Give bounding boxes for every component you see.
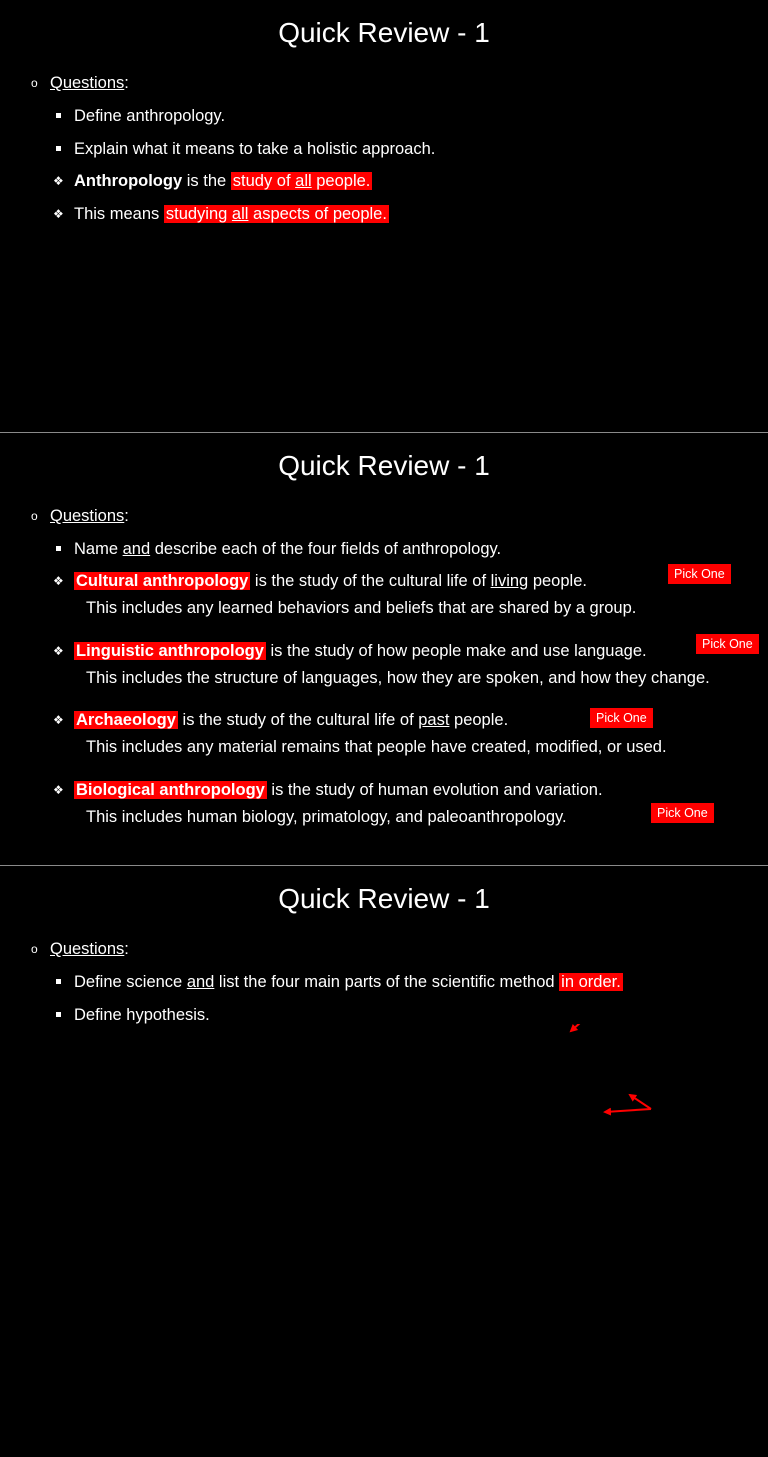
slide-3 <box>0 866 768 1024</box>
field-detail: This includes any material remains that people have created, modified, or used. <box>86 738 667 756</box>
circle-bullet-icon: o <box>31 76 38 90</box>
field-detail: This includes any learned behaviors and beliefs that are shared by a group. <box>86 599 637 617</box>
square-bullet-icon <box>56 113 61 118</box>
questions-label: Questions: <box>50 940 129 958</box>
field-definition: Biological anthropology is the study of human evolution and variation. <box>76 781 603 799</box>
questions-label: Questions: <box>50 74 129 92</box>
square-bullet-icon <box>56 979 61 984</box>
questions-label: Questions: <box>50 507 129 525</box>
diamond-bullet-icon: ❖ <box>53 174 64 188</box>
square-bullet-icon <box>56 146 61 151</box>
slide-title: Quick Review - 1 <box>278 17 490 48</box>
question-item: Explain what it means to take a holistic approach. <box>74 140 436 158</box>
slide-title: Quick Review - 1 <box>278 883 490 914</box>
diamond-bullet-icon: ❖ <box>53 644 64 658</box>
question-item: Define hypothesis. <box>74 1006 210 1024</box>
pick-one-tag: Pick One <box>668 564 731 584</box>
answer-line: This means studying all aspects of people. <box>74 205 387 223</box>
square-bullet-icon <box>56 1012 61 1017</box>
slide-1 <box>0 0 768 432</box>
circle-bullet-icon: o <box>31 509 38 523</box>
circle-bullet-icon: o <box>31 942 38 956</box>
question-item: Define anthropology. <box>74 107 226 125</box>
field-detail: This includes the structure of languages, how they are spoken, and how they change. <box>86 669 710 687</box>
field-definition: Cultural anthropology is the study of the cultural life of living people. <box>76 572 587 590</box>
field-definition: Archaeology is the study of the cultural life of past people. <box>76 711 509 729</box>
slide-title: Quick Review - 1 <box>278 450 490 481</box>
diamond-bullet-icon: ❖ <box>53 713 64 727</box>
diamond-bullet-icon: ❖ <box>53 574 64 588</box>
diamond-bullet-icon: ❖ <box>53 207 64 221</box>
pick-one-tag: Pick One <box>590 708 653 728</box>
field-definition: Linguistic anthropology is the study of how people make and use language. <box>76 642 647 660</box>
pick-one-tag: Pick One <box>696 634 759 654</box>
question-item: Define science and list the four main parts of the scientific method in order. <box>74 973 621 991</box>
diamond-bullet-icon: ❖ <box>53 783 64 797</box>
field-detail: This includes human biology, primatology, and paleoanthropology. <box>86 808 567 826</box>
answer-line: Anthropology is the study of all people. <box>74 172 371 190</box>
pick-one-tag: Pick One <box>651 803 714 823</box>
arrow-icon <box>605 1109 651 1112</box>
slide-2 <box>0 433 768 865</box>
arrow-icon <box>630 1095 651 1109</box>
question-item: Name and describe each of the four fields of anthropology. <box>74 540 502 558</box>
